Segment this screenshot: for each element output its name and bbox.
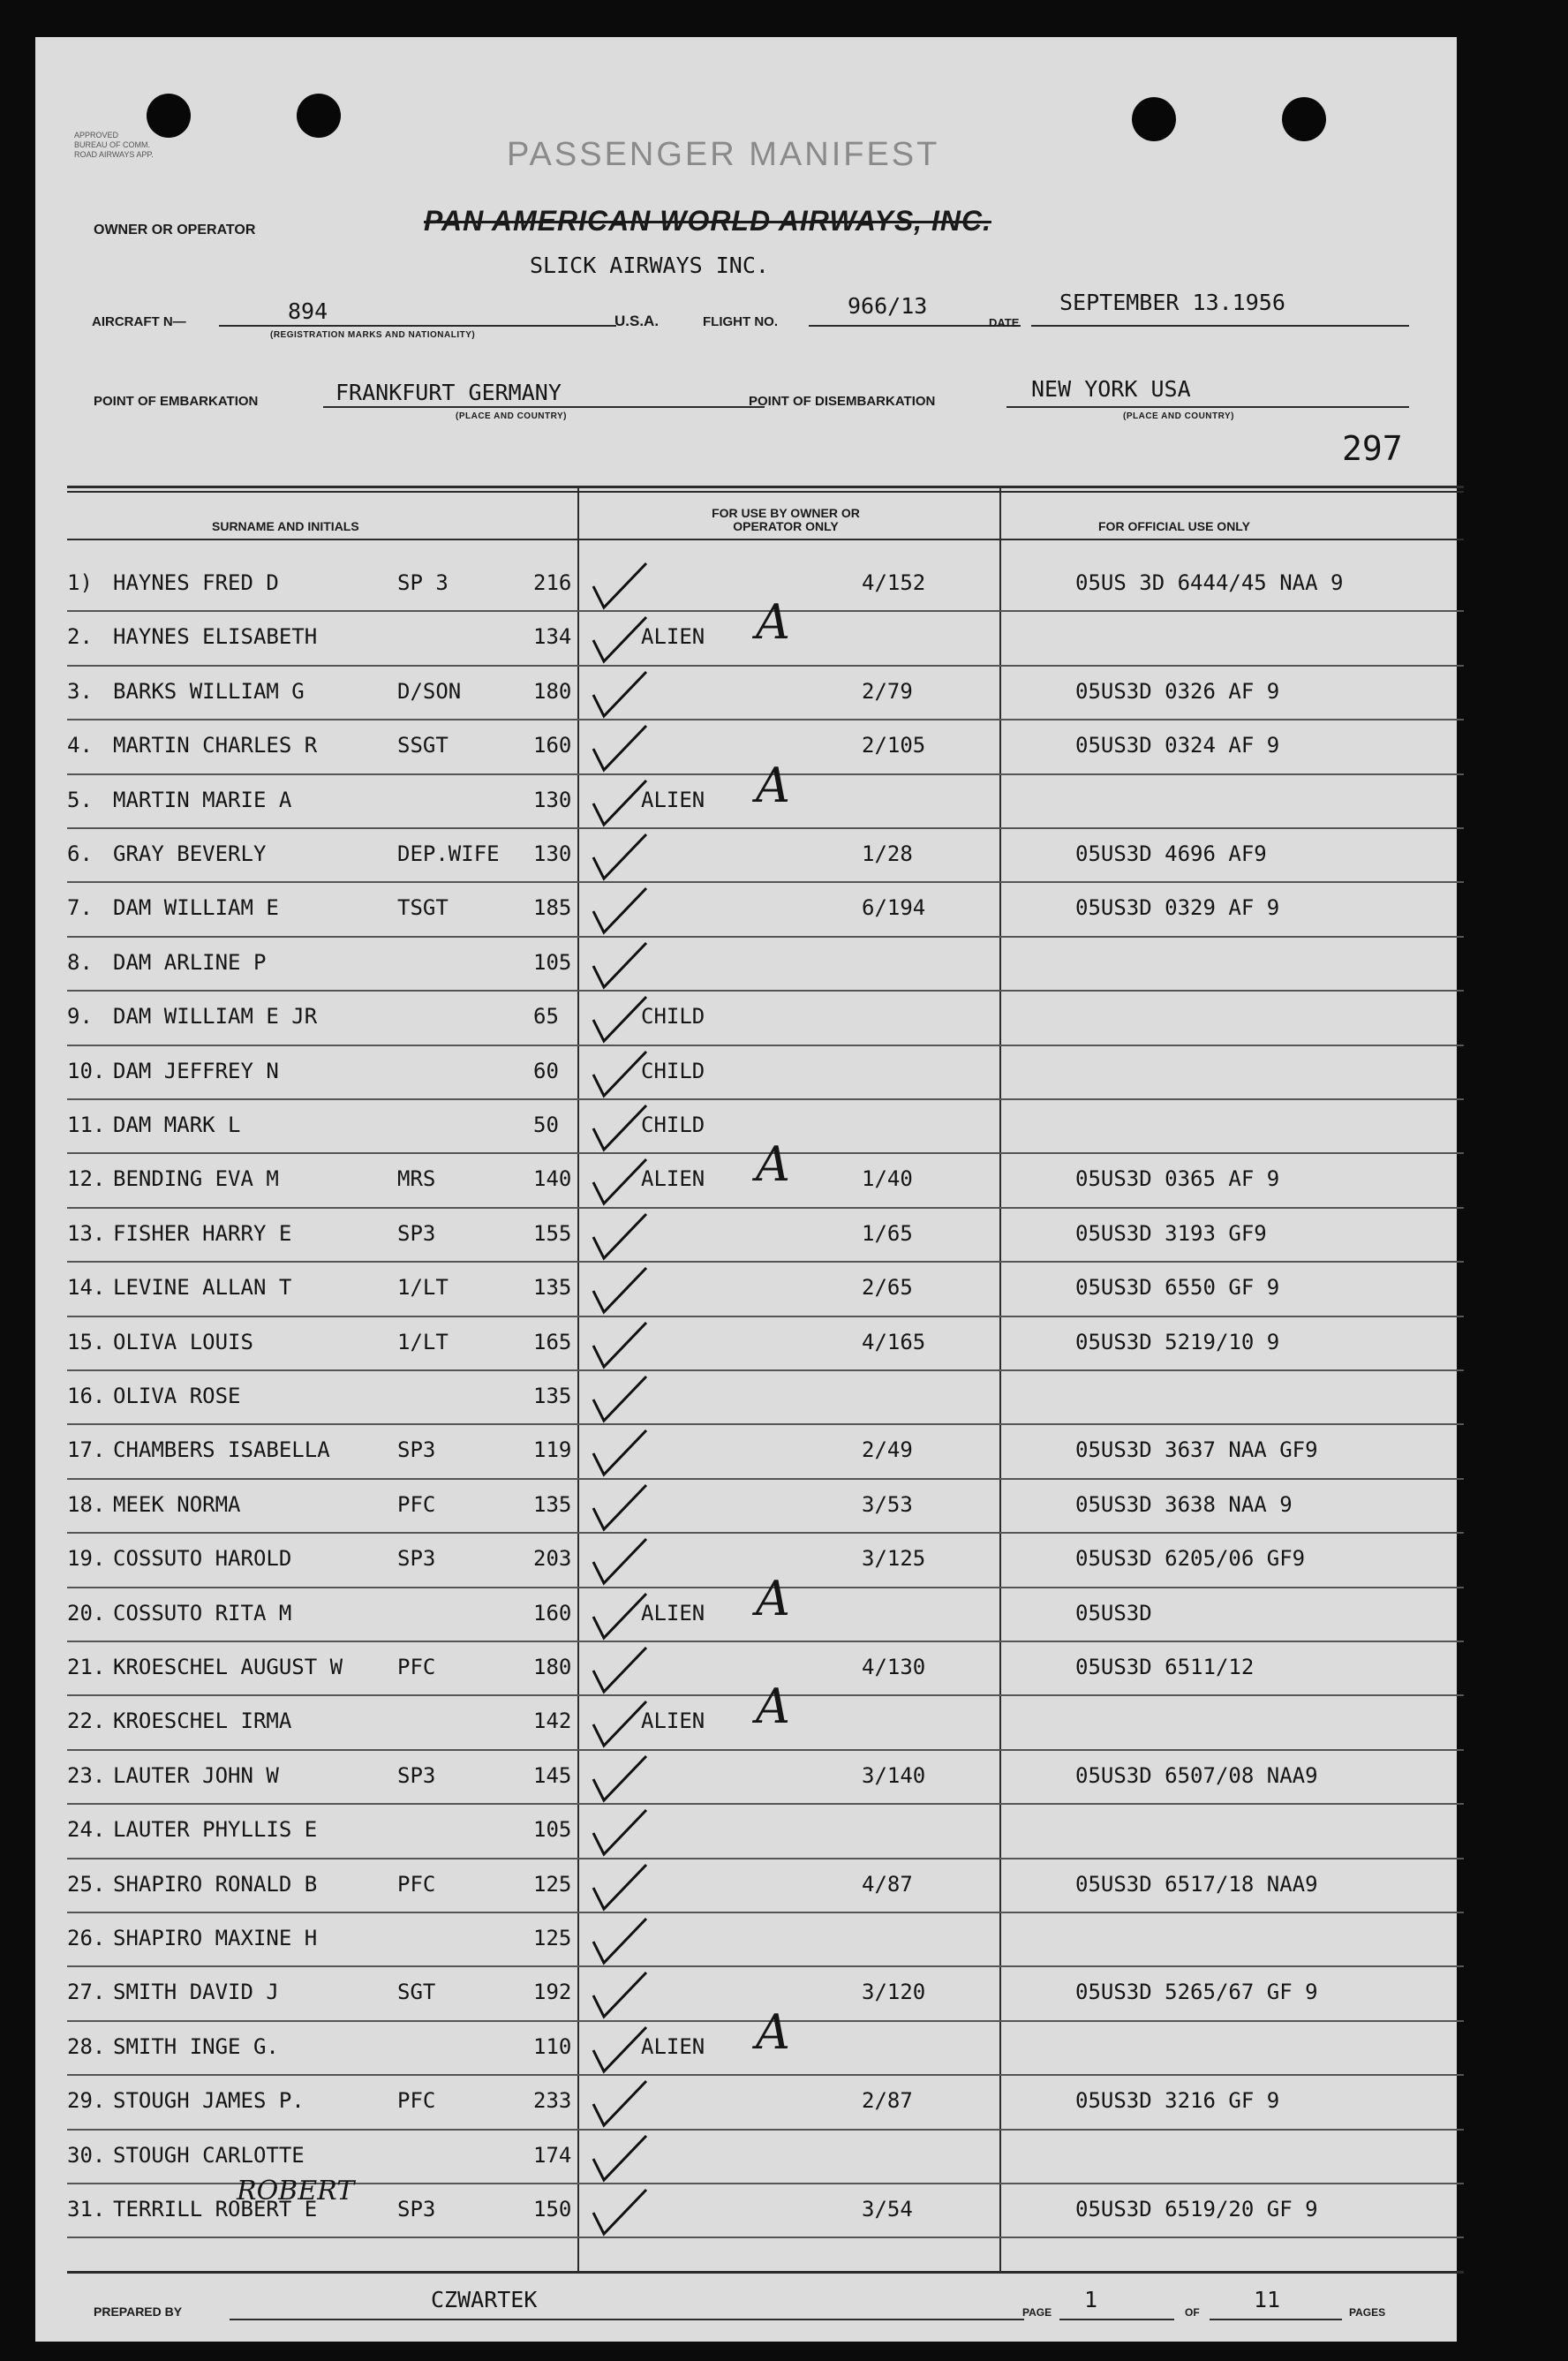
row-number: 8. — [67, 949, 93, 975]
owner-ref: 4/130 — [862, 1655, 926, 1679]
passenger-name: LEVINE ALLAN T — [113, 1275, 292, 1301]
passenger-weight: 150 — [533, 2197, 572, 2221]
status-text: ALIEN — [641, 787, 705, 812]
row-number: 29. — [67, 2088, 106, 2114]
table-row — [67, 2003, 1464, 2076]
owner-ref: 3/140 — [862, 1762, 926, 1788]
passenger-rank: 1/LT — [397, 1275, 449, 1301]
table-top-rule — [67, 491, 1464, 493]
official-code: 05US3D 0329 AF 9 — [1075, 895, 1280, 921]
table-row — [67, 1046, 1464, 1100]
page-number: 297 — [1342, 429, 1403, 468]
passenger-weight: 119 — [533, 1437, 572, 1463]
owner-ref: 1/65 — [862, 1220, 913, 1246]
corner-stamp-line: BUREAU OF COMM. — [74, 140, 151, 149]
passenger-rank: SGT — [397, 1980, 436, 2005]
owner-column-header: FOR USE BY OWNER OR OPERATOR ONLY — [712, 506, 860, 533]
punch-hole — [1282, 97, 1326, 141]
passenger-weight: 174 — [533, 2142, 572, 2168]
handwritten-mark: A — [756, 757, 790, 813]
passenger-name: SHAPIRO RONALD B — [113, 1871, 318, 1897]
corner-stamp — [74, 131, 154, 160]
check-mark-icon — [590, 885, 652, 938]
check-mark-icon — [590, 1482, 652, 1535]
passenger-weight: 65 — [533, 1004, 559, 1030]
flight-value: 966/13 — [848, 293, 928, 319]
check-mark-icon — [590, 831, 652, 884]
passenger-name: BENDING EVA M — [113, 1166, 279, 1192]
check-mark-icon — [590, 560, 652, 613]
owner-ref: 2/49 — [862, 1437, 913, 1463]
status-text: ALIEN — [641, 1709, 705, 1734]
check-mark-icon — [590, 1048, 652, 1101]
handwritten-mark: A — [756, 1678, 790, 1735]
passenger-rank: DEP.WIFE — [397, 841, 500, 866]
passenger-name: BARKS WILLIAM G — [113, 678, 305, 704]
row-number: 24. — [67, 1817, 106, 1843]
passenger-name: MARTIN CHARLES R — [113, 733, 318, 758]
owner-printed: PAN AMERICAN WORLD AIRWAYS, INC. — [424, 205, 991, 237]
table-row — [67, 1805, 1464, 1859]
official-code: 05US3D 3638 NAA 9 — [1075, 1491, 1293, 1517]
passenger-name: DAM WILLIAM E JR — [113, 1004, 318, 1030]
row-number: 12. — [67, 1166, 106, 1192]
owner-ref: 4/165 — [862, 1329, 926, 1354]
passenger-name: STOUGH JAMES P. — [113, 2088, 305, 2114]
flight-label: FLIGHT NO. — [703, 314, 778, 329]
passenger-weight: 160 — [533, 1600, 572, 1626]
passenger-name: COSSUTO HAROLD — [113, 1546, 292, 1572]
passenger-weight: 165 — [533, 1329, 572, 1354]
check-mark-icon — [590, 1156, 652, 1209]
passenger-name: STOUGH CARLOTTE — [113, 2142, 305, 2168]
passenger-rank: SP3 — [397, 1762, 436, 1788]
passenger-rank: SSGT — [397, 733, 449, 758]
punch-hole — [1132, 97, 1176, 141]
table-row — [67, 2076, 1464, 2130]
check-mark-icon — [590, 1535, 652, 1588]
status-text: ALIEN — [641, 2033, 705, 2059]
passenger-weight: 216 — [533, 570, 572, 595]
passenger-weight: 233 — [533, 2088, 572, 2114]
check-mark-icon — [590, 2132, 652, 2185]
status-text: ALIEN — [641, 624, 705, 650]
check-mark-icon — [590, 1644, 652, 1697]
handwritten-mark: A — [756, 1570, 790, 1626]
passenger-weight: 192 — [533, 1980, 572, 2005]
passenger-name: SMITH DAVID J — [113, 1980, 279, 2005]
owner-label: OWNER OR OPERATOR — [94, 223, 256, 238]
table-row — [67, 1263, 1464, 1316]
passenger-weight: 135 — [533, 1275, 572, 1301]
row-number: 22. — [67, 1709, 106, 1734]
check-mark-icon — [590, 2024, 652, 2077]
passenger-name: MARTIN MARIE A — [113, 787, 292, 812]
passenger-weight: 50 — [533, 1113, 559, 1137]
row-number: 1) — [67, 570, 93, 595]
passenger-name: GRAY BEVERLY — [113, 841, 267, 866]
passenger-name: DAM WILLIAM E — [113, 895, 279, 921]
passenger-rank: TSGT — [397, 895, 449, 921]
owner-ref: 3/125 — [862, 1546, 926, 1572]
surname-column-header: SURNAME AND INITIALS — [212, 519, 359, 533]
passenger-weight: 203 — [533, 1546, 572, 1572]
row-number: 20. — [67, 1600, 106, 1626]
check-mark-icon — [590, 722, 652, 775]
check-mark-icon — [590, 777, 652, 830]
passenger-weight: 135 — [533, 1384, 572, 1408]
passenger-weight: 180 — [533, 1655, 572, 1679]
check-mark-icon — [590, 1590, 652, 1643]
date-value: SEPTEMBER 13.1956 — [1059, 290, 1285, 315]
status-text: ALIEN — [641, 1166, 705, 1192]
passenger-rank: SP 3 — [397, 570, 449, 595]
page-title: PASSENGER MANIFEST — [507, 136, 940, 173]
of-label: OF — [1185, 2306, 1200, 2319]
row-number: 26. — [67, 1926, 106, 1950]
table-row — [67, 1480, 1464, 1534]
official-code: 05US3D 6205/06 GF9 — [1075, 1546, 1306, 1572]
passenger-weight: 105 — [533, 1817, 572, 1843]
official-code: 05US3D 3193 GF9 — [1075, 1220, 1267, 1246]
passenger-rank: MRS — [397, 1166, 436, 1192]
page-value: 1 — [1084, 2287, 1098, 2312]
official-code: 05US3D 0326 AF 9 — [1075, 678, 1280, 704]
prepared-label: PREPARED BY — [94, 2304, 183, 2319]
prepared-line — [230, 2319, 1024, 2320]
official-code: 05US 3D 6444/45 NAA 9 — [1075, 570, 1344, 595]
passenger-name: SMITH INGE G. — [113, 2033, 279, 2059]
aircraft-value: 894 — [288, 298, 328, 324]
official-code: 05US3D 3637 NAA GF9 — [1075, 1437, 1318, 1463]
official-code: 05US3D 3216 GF 9 — [1075, 2088, 1280, 2114]
usa-label: U.S.A. — [614, 313, 660, 329]
check-mark-icon — [590, 1211, 652, 1263]
table-row — [67, 883, 1464, 937]
row-rule — [67, 2237, 1464, 2238]
passenger-rank: PFC — [397, 1655, 436, 1679]
official-code: 05US3D 6517/18 NAA9 — [1075, 1871, 1318, 1897]
table-row — [67, 1371, 1464, 1425]
table-row — [67, 829, 1464, 883]
date-line — [1031, 325, 1409, 327]
owner-ref: 1/28 — [862, 841, 913, 866]
passenger-name: HAYNES ELISABETH — [113, 624, 318, 650]
table-row — [67, 992, 1464, 1045]
passenger-weight: 130 — [533, 787, 572, 812]
check-mark-icon — [590, 1427, 652, 1480]
disembark-line — [1006, 406, 1409, 408]
owner-ref: 2/79 — [862, 678, 913, 704]
aircraft-sub: (REGISTRATION MARKS AND NATIONALITY) — [270, 330, 476, 340]
embark-sub: (PLACE AND COUNTRY) — [456, 411, 567, 421]
official-code: 05US3D 6507/08 NAA9 — [1075, 1762, 1318, 1788]
official-code: 05US3D 0365 AF 9 — [1075, 1166, 1280, 1192]
status-text: CHILD — [641, 1113, 705, 1137]
official-code: 05US3D 5219/10 9 — [1075, 1329, 1280, 1354]
passenger-weight: 180 — [533, 678, 572, 704]
check-mark-icon — [590, 1698, 652, 1751]
passenger-weight: 145 — [533, 1762, 572, 1788]
passenger-weight: 185 — [533, 895, 572, 921]
date-label: DATE — [989, 316, 1020, 329]
table-row — [67, 1913, 1464, 1967]
status-text: CHILD — [641, 1004, 705, 1030]
passenger-name: DAM ARLINE P — [113, 949, 267, 975]
row-number: 18. — [67, 1491, 106, 1517]
owner-ref: 2/65 — [862, 1275, 913, 1301]
header-rule — [67, 539, 1464, 540]
punch-hole — [297, 94, 341, 138]
owner-typed: SLICK AIRWAYS INC. — [530, 253, 769, 278]
check-mark-icon — [590, 993, 652, 1046]
handwritten-name: ROBERT — [237, 2176, 355, 2206]
passenger-name: OLIVA ROSE — [113, 1384, 241, 1408]
check-mark-icon — [590, 1807, 652, 1859]
embark-line — [323, 406, 765, 408]
of-line — [1210, 2319, 1342, 2320]
passenger-weight: 60 — [533, 1058, 559, 1083]
official-code: 05US3D — [1075, 1600, 1152, 1626]
passenger-name: MEEK NORMA — [113, 1491, 241, 1517]
row-number: 25. — [67, 1871, 106, 1897]
check-mark-icon — [590, 668, 652, 721]
passenger-rank: SP3 — [397, 1220, 436, 1246]
table-row — [67, 1317, 1464, 1371]
check-mark-icon — [590, 1264, 652, 1317]
row-number: 10. — [67, 1058, 106, 1083]
check-mark-icon — [590, 2186, 652, 2239]
row-number: 14. — [67, 1275, 106, 1301]
passenger-name: KROESCHEL AUGUST W — [113, 1655, 343, 1679]
row-number: 11. — [67, 1113, 106, 1137]
prepared-value: CZWARTEK — [431, 2287, 538, 2312]
row-number: 6. — [67, 841, 93, 866]
passenger-weight: 134 — [533, 624, 572, 650]
passenger-name: COSSUTO RITA M — [113, 1600, 292, 1626]
row-number: 23. — [67, 1762, 106, 1788]
official-column-header: FOR OFFICIAL USE ONLY — [1098, 519, 1250, 533]
row-number: 17. — [67, 1437, 106, 1463]
passenger-name: FISHER HARRY E — [113, 1220, 292, 1246]
passenger-rank: SP3 — [397, 1546, 436, 1572]
owner-ref: 1/40 — [862, 1166, 913, 1192]
handwritten-mark: A — [756, 1136, 790, 1193]
owner-ref: 3/53 — [862, 1491, 913, 1517]
table-row — [67, 1859, 1464, 1913]
table-row — [67, 1570, 1464, 1642]
passenger-weight: 140 — [533, 1166, 572, 1192]
passenger-weight: 135 — [533, 1491, 572, 1517]
passenger-weight: 155 — [533, 1220, 572, 1246]
row-number: 27. — [67, 1980, 106, 2005]
table-row — [67, 1751, 1464, 1805]
passenger-rank: SP3 — [397, 2197, 436, 2221]
passenger-name: DAM MARK L — [113, 1113, 241, 1137]
table-row — [67, 594, 1464, 666]
passenger-rank: PFC — [397, 1871, 436, 1897]
owner-ref: 2/87 — [862, 2088, 913, 2114]
status-text: CHILD — [641, 1058, 705, 1083]
corner-stamp-line: ROAD AIRWAYS APP. — [74, 150, 154, 159]
table-row — [67, 667, 1464, 720]
row-number: 19. — [67, 1546, 106, 1572]
check-mark-icon — [590, 1102, 652, 1155]
disembark-label: POINT OF DISEMBARKATION — [749, 394, 936, 409]
row-number: 4. — [67, 733, 93, 758]
passenger-name: DAM JEFFREY N — [113, 1058, 279, 1083]
table-bottom-rule — [67, 2271, 1464, 2274]
page-label: PAGE — [1022, 2306, 1052, 2319]
passenger-rank: D/SON — [397, 678, 462, 704]
passenger-name: CHAMBERS ISABELLA — [113, 1437, 330, 1463]
passenger-rank: 1/LT — [397, 1329, 449, 1354]
row-number: 7. — [67, 895, 93, 921]
aircraft-line — [219, 325, 616, 327]
table-row — [67, 1678, 1464, 1750]
aircraft-label: AIRCRAFT N— — [92, 314, 186, 329]
official-code: 05US3D 0324 AF 9 — [1075, 733, 1280, 758]
check-mark-icon — [590, 939, 652, 992]
check-mark-icon — [590, 1319, 652, 1372]
passenger-rank: PFC — [397, 2088, 436, 2114]
passenger-name: TERRILL ROBERT E — [113, 2197, 318, 2221]
handwritten-mark: A — [756, 594, 790, 651]
row-number: 3. — [67, 678, 93, 704]
passenger-name: LAUTER PHYLLIS E — [113, 1817, 318, 1843]
check-mark-icon — [590, 1861, 652, 1914]
check-mark-icon — [590, 1753, 652, 1806]
official-code: 05US3D 6511/12 — [1075, 1655, 1255, 1679]
passenger-weight: 160 — [533, 733, 572, 758]
row-number: 30. — [67, 2142, 106, 2168]
manifest-sheet — [35, 37, 1457, 2342]
table-row — [67, 1136, 1464, 1208]
handwritten-mark: A — [756, 2003, 790, 2060]
page-line — [1059, 2319, 1174, 2320]
passenger-weight: 130 — [533, 841, 572, 866]
row-number: 2. — [67, 624, 93, 650]
table-top-rule — [67, 486, 1464, 488]
table-row — [67, 938, 1464, 992]
pages-label: PAGES — [1349, 2306, 1386, 2319]
embark-value: FRANKFURT GERMANY — [335, 380, 562, 405]
table-row — [67, 757, 1464, 829]
owner-ref: 6/194 — [862, 895, 926, 921]
official-code: 05US3D 5265/67 GF 9 — [1075, 1980, 1318, 2005]
disembark-value: NEW YORK USA — [1031, 376, 1191, 402]
passenger-weight: 142 — [533, 1709, 572, 1734]
embark-label: POINT OF EMBARKATION — [94, 394, 259, 409]
check-mark-icon — [590, 2078, 652, 2131]
passenger-name: KROESCHEL IRMA — [113, 1709, 292, 1734]
passenger-name: LAUTER JOHN W — [113, 1762, 279, 1788]
passenger-name: SHAPIRO MAXINE H — [113, 1926, 318, 1950]
check-mark-icon — [590, 1969, 652, 2022]
check-mark-icon — [590, 1915, 652, 1968]
table-row — [67, 1209, 1464, 1263]
check-mark-icon — [590, 1373, 652, 1426]
check-mark-icon — [590, 614, 652, 667]
status-text: ALIEN — [641, 1600, 705, 1626]
row-number: 9. — [67, 1004, 93, 1030]
row-number: 28. — [67, 2033, 106, 2059]
table-row — [67, 1425, 1464, 1479]
row-number: 31. — [67, 2197, 106, 2221]
passenger-weight: 125 — [533, 1926, 572, 1950]
owner-ref: 4/87 — [862, 1871, 913, 1897]
owner-ref: 2/105 — [862, 733, 926, 758]
owner-ref: 3/54 — [862, 2197, 913, 2221]
of-value: 11 — [1254, 2287, 1281, 2312]
row-number: 5. — [67, 787, 93, 812]
row-number: 16. — [67, 1384, 106, 1408]
passenger-name: HAYNES FRED D — [113, 570, 279, 595]
official-code: 05US3D 4696 AF9 — [1075, 841, 1267, 866]
corner-stamp-line: APPROVED — [74, 131, 119, 140]
passenger-name: OLIVA LOUIS — [113, 1329, 253, 1354]
official-code: 05US3D 6519/20 GF 9 — [1075, 2197, 1318, 2221]
official-code: 05US3D 6550 GF 9 — [1075, 1275, 1280, 1301]
passenger-rank: SP3 — [397, 1437, 436, 1463]
passenger-weight: 125 — [533, 1871, 572, 1897]
row-number: 21. — [67, 1655, 106, 1679]
passenger-rank: PFC — [397, 1491, 436, 1517]
owner-ref: 4/152 — [862, 570, 926, 595]
owner-ref: 3/120 — [862, 1980, 926, 2005]
passenger-weight: 105 — [533, 949, 572, 975]
disembark-sub: (PLACE AND COUNTRY) — [1123, 411, 1234, 421]
row-number: 13. — [67, 1220, 106, 1246]
row-number: 15. — [67, 1329, 106, 1354]
passenger-weight: 110 — [533, 2033, 572, 2059]
